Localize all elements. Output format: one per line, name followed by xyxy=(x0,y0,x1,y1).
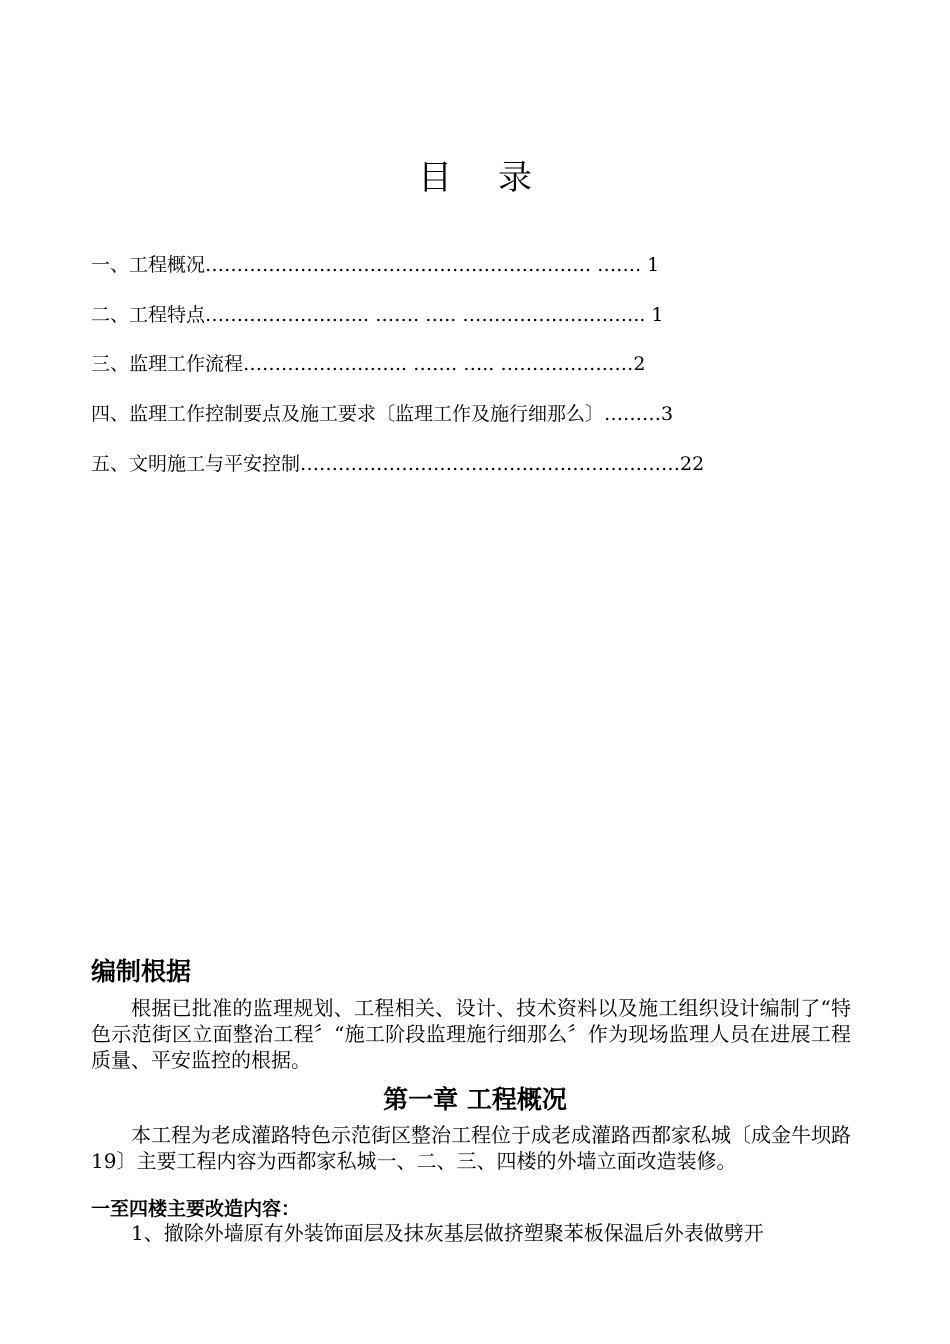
basis-heading: 编制根据 xyxy=(91,957,192,986)
toc-item-1: 一、工程概况……………………………………………………. ……. 1 xyxy=(91,254,660,276)
toc-item-2: 二、工程特点…………………….. ……. ….. ……………………….. 1 xyxy=(91,304,664,326)
chapter-1-item-1: 1、撤除外墙原有外装饰面层及抹灰基层做挤塑聚苯板保温后外表做劈开 xyxy=(131,1221,764,1245)
chapter-1-title: 第一章 工程概况 xyxy=(383,1085,567,1114)
toc-item-5: 五、文明施工与平安控制……………………………………………………22 xyxy=(91,453,705,475)
chapter-1-subheading: 一至四楼主要改造内容： xyxy=(91,1198,301,1220)
chapter-1-intro: 本工程为老成灌路特色示范街区整治工程位于成老成灌路西都家私城〔成金牛坝路19〕主要工程内容为西都家私城一、二、三、四楼的外墙立面改造装修。 xyxy=(91,1123,851,1173)
basis-paragraph: 根据已批准的监理规划、工程相关、设计、技术资料以及施工组织设计编制了“特色示范街区立面整治工程〞“施工阶段监理施行细那么〞作为现场监理人员在进展工程质量、平安监控的根据。 xyxy=(91,996,851,1072)
toc-item-3: 三、监理工作流程…………………….. ……. ….. …………………2 xyxy=(91,353,646,375)
toc-item-4: 四、监理工作控制要点及施工要求〔监理工作及施行细那么〕………3 xyxy=(91,403,674,425)
toc-title: 目录 xyxy=(418,158,578,198)
